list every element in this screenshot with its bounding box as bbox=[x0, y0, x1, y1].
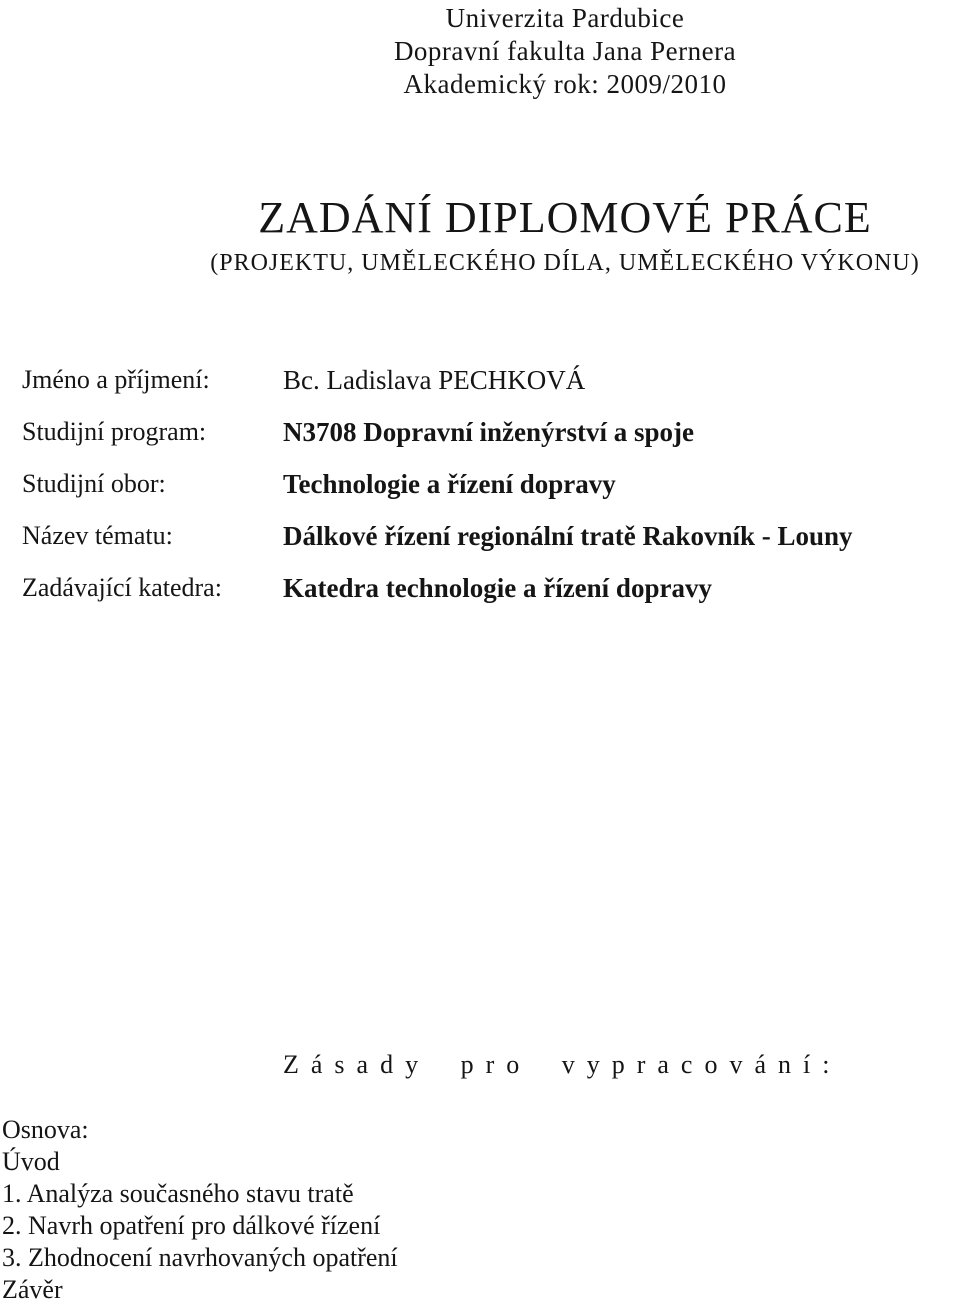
university-name: Univerzita Pardubice bbox=[445, 3, 685, 33]
department-label: Zadávající katedra: bbox=[22, 573, 222, 602]
department-value: Katedra technologie a řízení dopravy bbox=[283, 572, 712, 603]
field-of-study-value: Technologie a řízení dopravy bbox=[283, 468, 616, 499]
document-header bbox=[170, 2, 960, 101]
outline-item: Úvod bbox=[2, 1147, 60, 1176]
outline-item: Závěr bbox=[2, 1275, 63, 1304]
student-fields bbox=[22, 354, 952, 614]
academic-year: Akademický rok: 2009/2010 bbox=[403, 69, 727, 99]
document-title: ZADÁNÍ DIPLOMOVÉ PRÁCE bbox=[258, 193, 872, 242]
field-row-field-of-study bbox=[22, 458, 952, 510]
program-label: Studijní program: bbox=[22, 417, 207, 446]
outline-list bbox=[2, 1114, 398, 1306]
field-of-study-label: Studijní obor: bbox=[22, 469, 166, 498]
field-row-department bbox=[22, 562, 952, 614]
field-row-program bbox=[22, 406, 952, 458]
title-block bbox=[170, 190, 960, 280]
principles-heading: Zásady pro vypracování: bbox=[283, 1050, 842, 1079]
program-value: N3708 Dopravní inženýrství a spoje bbox=[283, 416, 694, 447]
outline-item: 1. Analýza současného stavu tratě bbox=[2, 1179, 354, 1208]
outline-item: 3. Zhodnocení navrhovaných opatření bbox=[2, 1243, 398, 1272]
outline-item: 2. Navrh opatření pro dálkové řízení bbox=[2, 1211, 381, 1240]
field-row-name bbox=[22, 354, 952, 406]
topic-label: Název tématu: bbox=[22, 521, 173, 550]
document-subtitle: (PROJEKTU, UMĚLECKÉHO DÍLA, UMĚLECKÉHO VÝKONU) bbox=[210, 250, 920, 276]
faculty-name: Dopravní fakulta Jana Pernera bbox=[393, 36, 737, 66]
field-row-topic bbox=[22, 510, 952, 562]
outline-heading: Osnova: bbox=[2, 1115, 89, 1144]
name-label: Jméno a příjmení: bbox=[22, 365, 210, 394]
topic-value: Dálkové řízení regionální tratě Rakovník - Louny bbox=[283, 520, 853, 551]
name-value: Bc. Ladislava PECHKOVÁ bbox=[283, 364, 586, 395]
